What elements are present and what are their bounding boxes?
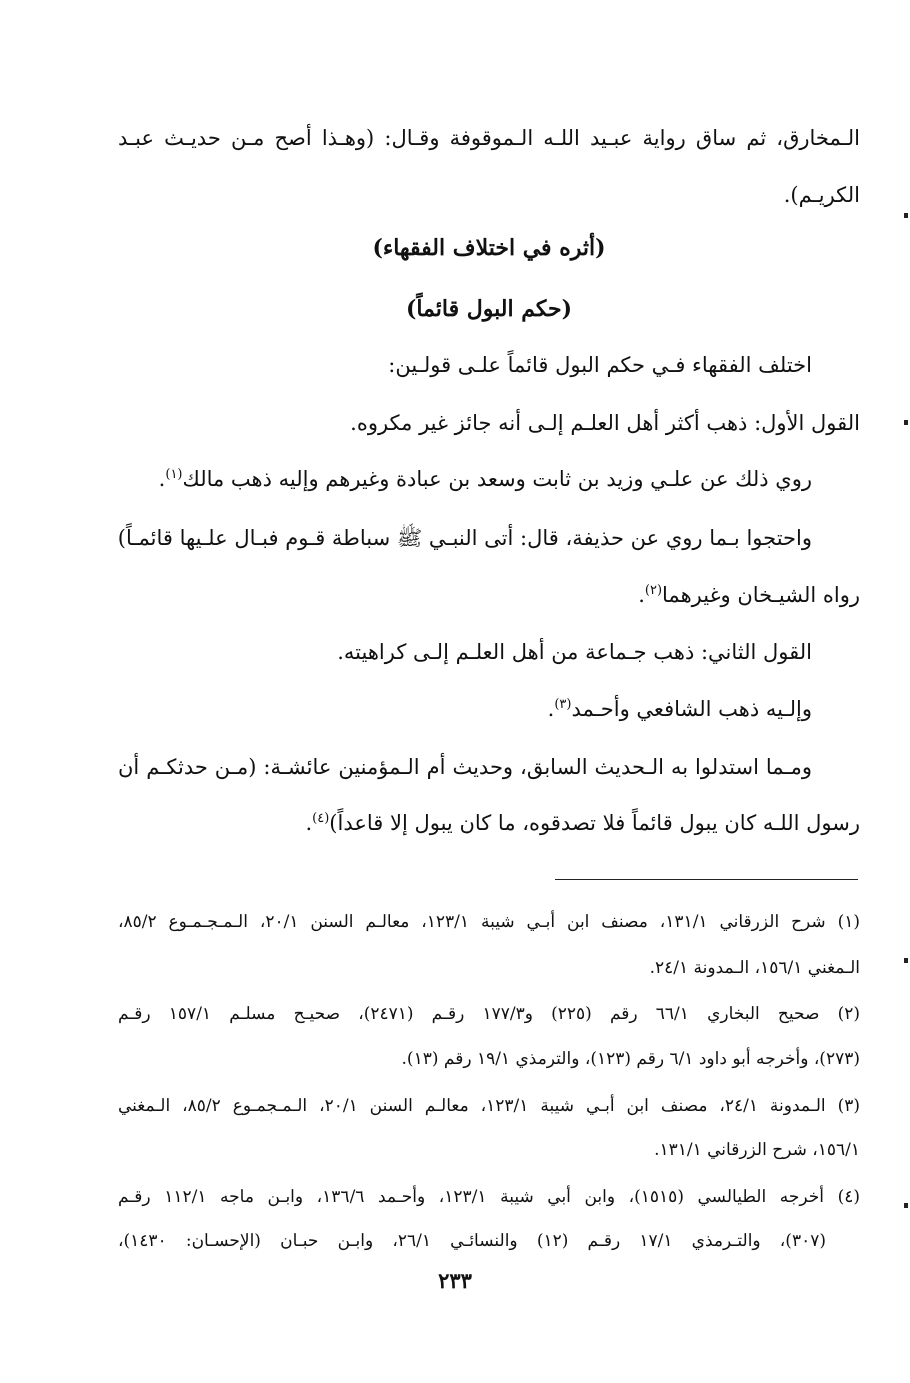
evidence-end: . <box>638 583 645 607</box>
paragraph-scholars <box>118 694 860 724</box>
paragraph-first-opinion: القول الأول: ذهب أكثر أهل العلـم إلـى أنه جائز غير مكروه. <box>350 411 860 435</box>
hadith-text: رسول اللـه كان يبول قائماً فلا تصدقوه، ما كان يبول إلا قاعداً) <box>329 811 860 835</box>
narrators-end: . <box>158 467 166 491</box>
footnote-1-line-1: (١) شرح الزرقاني ١٣١/١، مصنف ابن أبـي شيبة ١٢٣/١، معالـم السنن ٢٠/١، الـمـجـمـوع ٨٥/٢، <box>118 912 861 932</box>
evidence-text: رواه الشيـخان وغيرهما <box>662 583 860 607</box>
paragraph-second-opinion: القول الثاني: ذهب جـماعة من أهل العلـم إلـى كراهيته. <box>337 640 812 664</box>
paragraph-evidence-line-1: واحتجوا بـما روي عن حذيفة، قال: أتى النبـي ﷺ سباطة قـوم فبـال علـيها قائمـاً) <box>117 526 812 550</box>
footnote-3-line-1: (٣) الـمدونة ٢٤/١، مصنف ابن أبـي شيبة ١٢٣/١، معالـم السنن ٢٠/١، الـمـجمـوع ٨٥/٢، الـمغني <box>118 1096 860 1116</box>
footnote-ref-1: (١) <box>165 467 183 482</box>
footnote-4-line-1: (٤) أخرجه الطيالسي (١٥١٥)، وابن أبي شيبة ١٢٣/١، وأحـمد ١٣٦/٦، وابـن ماجه ١١٢/١ رقـم <box>118 1187 860 1207</box>
footnote-2-line-1: (٢) صحيح البخاري ٦٦/١ رقم (٢٢٥) و١٧٧/٣ رقـم (٢٤٧١)، صحيـح مسلـم ١٥٧/١ رقـم <box>118 1004 861 1024</box>
subsection-heading: (حكم البول قائماً) <box>405 296 573 322</box>
paragraph-hadith-line-1: ومـما استدلوا به الـحديث السابق، وحديث أم الـمؤمنين عائشـة: (مـن حدثكـم أن <box>118 755 812 779</box>
scan-mark-3 <box>904 958 908 963</box>
body-line-2: الكريـم). <box>783 183 860 207</box>
footnote-2-line-2: (٢٧٣)، وأخرجه أبو داود ٦/١ رقم (١٢٣)، والترمذي ١٩/١ رقم (١٣). <box>401 1049 860 1069</box>
footnote-separator <box>555 879 858 880</box>
paragraph-narrators <box>118 464 860 494</box>
narrators-text: روي ذلك عن علـي وزيد بن ثابت وسعد بن عبادة وغيرهم وإليه ذهب مالك <box>182 467 812 491</box>
paragraph-hadith-line-2 <box>118 808 860 838</box>
footnote-ref-3: (٣) <box>554 697 572 712</box>
footnote-3-line-2: ١٥٦/١، شرح الزرقاني ١٣١/١. <box>654 1140 860 1160</box>
paragraph-intro: اختلف الفقهاء فـي حكم البول قائماً علـى قولـين: <box>388 353 812 377</box>
scan-mark-1 <box>904 213 908 218</box>
footnote-1-line-2: الـمغني ١٥٦/١، الـمدونة ٢٤/١. <box>649 958 860 978</box>
section-heading: (أثره في اختلاف الفقهاء) <box>372 235 606 261</box>
footnote-4-line-2: (٣٠٧)، والتـرمذي ١٧/١ رقـم (١٢) والنسائـي ٢٦/١، وابـن حبـان (الإحسـان: ١٤٣٠)، <box>118 1231 826 1251</box>
scan-mark-4 <box>904 1203 908 1208</box>
scan-mark-2 <box>904 420 908 425</box>
scholars-end: . <box>547 697 555 721</box>
paragraph-evidence-line-2 <box>118 580 860 610</box>
scholars-text: وإلـيه ذهب الشافعي وأحـمد <box>571 697 812 721</box>
footnote-ref-2: (٢) <box>644 583 663 598</box>
body-line-1: الـمخارق، ثم ساق رواية عبـيد اللـه الـموقوفة وقـال: (وهـذا أصح مـن حديـث عبـد <box>118 126 860 150</box>
page-number: ٢٣٣ <box>438 1268 472 1293</box>
footnote-ref-4: (٤) <box>312 811 330 826</box>
hadith-end: . <box>305 811 313 835</box>
